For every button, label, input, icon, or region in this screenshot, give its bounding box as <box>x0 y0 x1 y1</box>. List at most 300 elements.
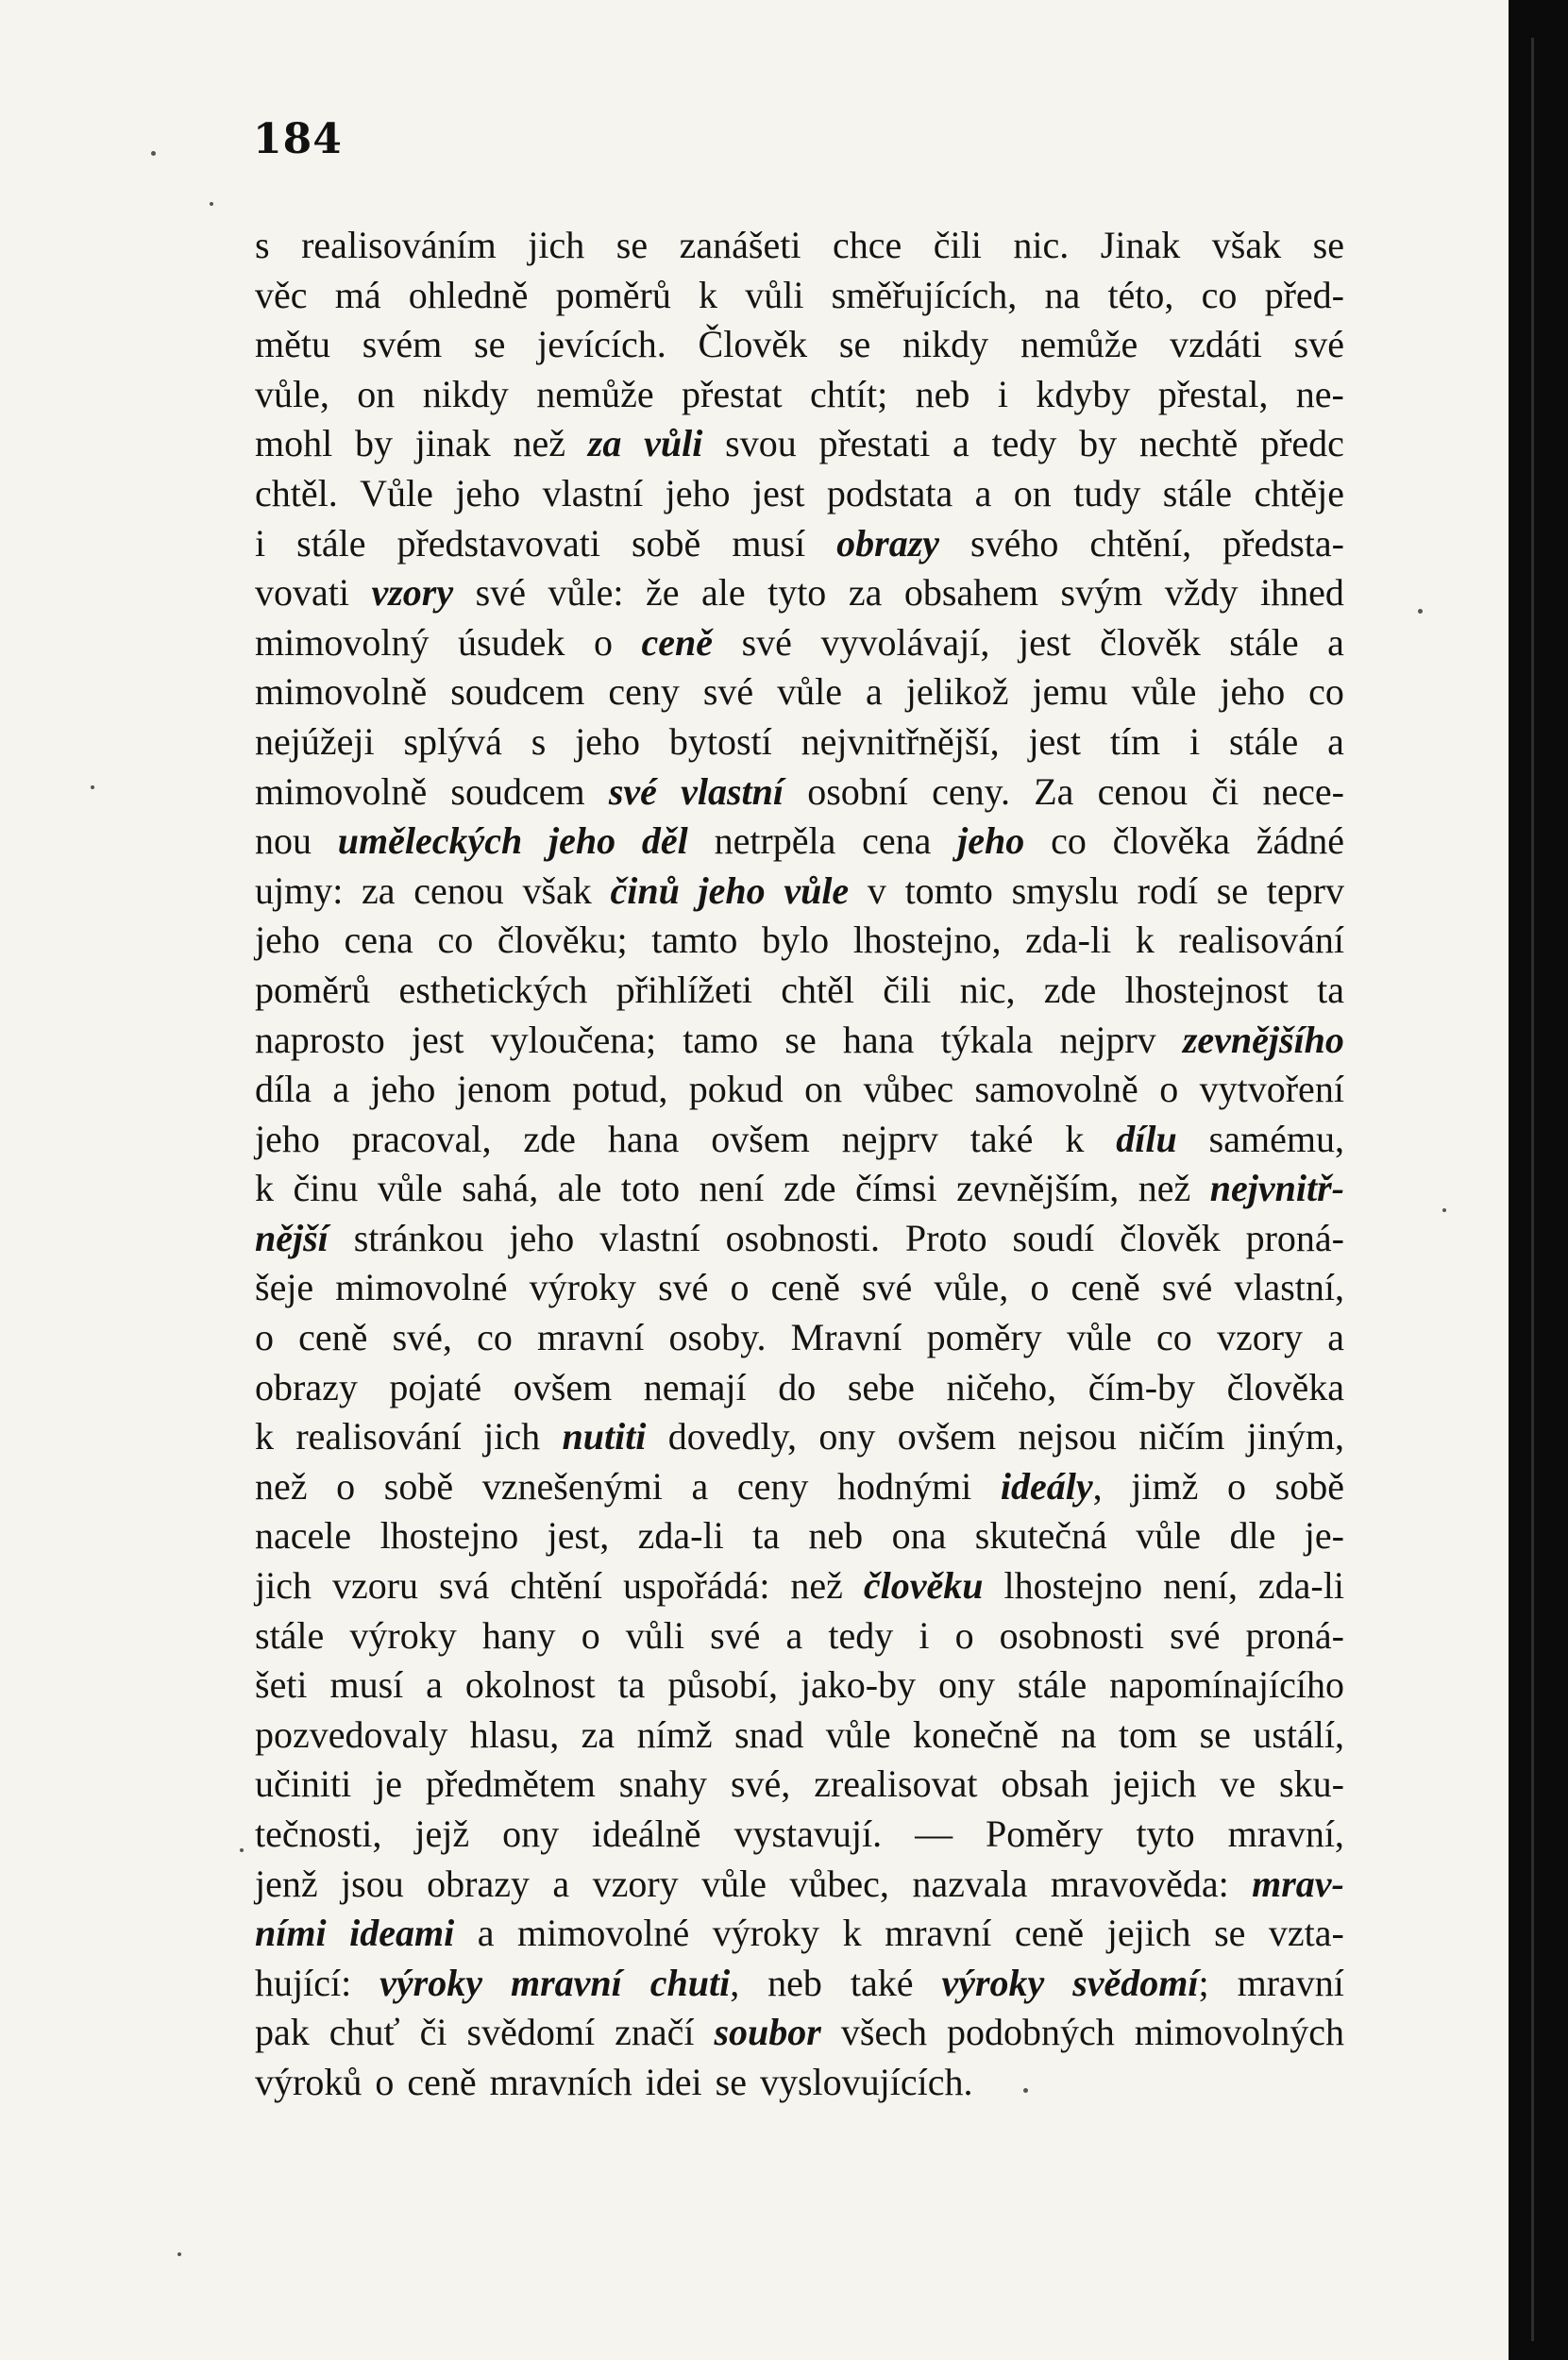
word: nemají <box>643 1365 747 1408</box>
word: k <box>699 273 718 316</box>
word: hující: <box>255 1961 352 2004</box>
word: o <box>1227 1464 1247 1508</box>
word: ceně <box>1014 1912 1085 1955</box>
text-line <box>255 1561 1344 1611</box>
word: že <box>645 571 680 615</box>
word: ceně <box>770 1266 840 1309</box>
word: vůle: <box>548 571 624 615</box>
word: mravních <box>489 2060 632 2103</box>
word: však <box>1211 224 1282 266</box>
word: své, <box>730 1762 791 1806</box>
word: o <box>1159 1068 1179 1111</box>
word: obrazy <box>427 1862 530 1905</box>
word: jest <box>1018 620 1071 664</box>
scan-speck <box>210 202 213 206</box>
word: mimovolně <box>255 670 428 714</box>
word: tom <box>1118 1712 1178 1756</box>
word: jemu <box>1032 670 1108 714</box>
word: vyslovujících. <box>759 2060 973 2103</box>
word: pokud <box>688 1068 784 1111</box>
word: ona <box>891 1514 947 1558</box>
word: Poměry <box>986 1812 1104 1855</box>
word: bylo <box>762 919 830 962</box>
word: vůle, <box>255 372 329 415</box>
word: představovati <box>396 521 600 565</box>
word: chtít; <box>810 372 888 415</box>
next-page-edge <box>1531 38 1534 2341</box>
word: čili <box>883 968 932 1011</box>
word: tyto <box>767 571 827 615</box>
word: o <box>375 2060 395 2103</box>
word: stránkou <box>353 1216 484 1259</box>
word: se <box>1199 1712 1231 1756</box>
word: o <box>581 1613 600 1657</box>
text-line <box>255 767 1344 818</box>
word: neb <box>915 372 970 415</box>
word: nejprv <box>1059 1018 1156 1061</box>
word: a <box>332 1068 350 1111</box>
word: vůli <box>745 273 804 316</box>
word: s <box>255 224 270 266</box>
text-line <box>255 469 1344 519</box>
word: proná- <box>1245 1216 1344 1259</box>
word: vovati <box>255 571 349 615</box>
word: své <box>475 571 526 615</box>
word: o <box>593 620 613 664</box>
word: dovedly, <box>667 1415 798 1458</box>
word: hany <box>481 1613 556 1657</box>
word: se <box>838 323 871 366</box>
word: pozvedovaly <box>255 1712 448 1756</box>
word: realisováním <box>301 224 497 266</box>
word: Vůle <box>360 471 433 514</box>
word: a <box>1327 620 1344 664</box>
word: esthetických <box>398 968 588 1011</box>
word: bytostí <box>668 719 772 763</box>
scan-speck <box>151 151 156 156</box>
scan-speck <box>1023 2088 1028 2093</box>
word: činů <box>610 868 680 912</box>
word: neb <box>767 1961 822 2004</box>
word: člověka <box>1226 1365 1344 1408</box>
word: také <box>850 1961 914 2004</box>
word: do <box>778 1365 817 1408</box>
word: jest, <box>547 1514 610 1558</box>
word: za <box>362 868 396 912</box>
word: ceny <box>736 1464 809 1508</box>
word: mimovolné <box>335 1266 508 1309</box>
word: vůle <box>1131 670 1197 714</box>
word: výroků <box>255 2060 362 2103</box>
word: sobě <box>383 1464 454 1508</box>
word: sahá, <box>462 1167 539 1210</box>
text-line <box>255 618 1344 668</box>
word: vzoru <box>331 1564 419 1608</box>
word: a <box>974 471 992 514</box>
word: nutiti <box>562 1415 647 1458</box>
word: mohl <box>255 422 333 465</box>
word: čímsi <box>854 1167 937 1210</box>
word: osobnosti <box>999 1613 1145 1657</box>
word: on <box>804 1068 843 1111</box>
word: ta <box>752 1514 780 1558</box>
word: tamo <box>683 1018 759 1061</box>
word: stále <box>296 521 366 565</box>
text-line <box>255 370 1344 420</box>
word: nacele <box>255 1514 352 1558</box>
word: i <box>255 521 266 565</box>
word: a <box>1327 719 1344 763</box>
word: hana <box>842 1018 915 1061</box>
word: mravní <box>1237 1961 1344 2004</box>
word: sobě <box>1274 1464 1344 1508</box>
word: ničím <box>1138 1415 1225 1458</box>
word: co <box>1201 273 1238 316</box>
word: a <box>952 422 969 465</box>
word: přihlížeti <box>615 968 753 1011</box>
word: a <box>785 1613 803 1657</box>
word: se <box>474 323 506 366</box>
word: hana <box>607 1117 680 1160</box>
word: soudcem <box>450 670 585 714</box>
word: jest <box>411 1018 464 1061</box>
word: mravní <box>537 1316 645 1359</box>
word: jest <box>751 471 805 514</box>
word: výroky <box>529 1266 636 1309</box>
word: kdyby <box>1036 372 1131 415</box>
word: úsudek <box>458 620 565 664</box>
word: všech <box>840 2011 927 2054</box>
word: nazvala <box>912 1862 1028 1905</box>
word: lhostejno, <box>852 919 1002 962</box>
word: ovšem <box>711 1117 810 1160</box>
word: či <box>1211 769 1239 813</box>
word: činu <box>293 1167 359 1210</box>
word: toto <box>620 1167 681 1210</box>
word: jako-by <box>800 1663 917 1707</box>
scan-speck <box>1442 1208 1446 1212</box>
word: člověku; <box>497 919 628 962</box>
word: samému, <box>1208 1117 1344 1160</box>
text-line <box>255 1065 1344 1115</box>
body-text <box>255 221 1344 2108</box>
word: ne- <box>1295 372 1344 415</box>
text-line <box>255 1462 1344 1512</box>
word: vznešenými <box>481 1464 663 1508</box>
word: přestal, <box>1157 372 1269 415</box>
word: ničeho, <box>946 1365 1057 1408</box>
word: tečnosti, <box>255 1812 382 1855</box>
text-line <box>255 568 1344 618</box>
word: jeho <box>548 819 616 863</box>
word: nou <box>255 819 312 863</box>
word: svým <box>1060 571 1143 615</box>
word: osobnosti. <box>725 1216 881 1259</box>
word: vlastní <box>681 769 784 813</box>
word: tyto <box>1136 1812 1195 1855</box>
word: směřujících, <box>831 273 1018 316</box>
page-number: 184 <box>253 115 343 163</box>
word: své <box>741 620 792 664</box>
word: výroky <box>712 1912 820 1955</box>
word: vyloučena; <box>490 1018 657 1061</box>
word: jiným, <box>1246 1415 1344 1458</box>
word: výroky <box>379 1961 482 2004</box>
word: před- <box>1264 273 1344 316</box>
word: o <box>730 1266 750 1309</box>
word: o <box>255 1316 274 1359</box>
word: zevnějším, <box>956 1167 1120 1210</box>
scan-gutter <box>1509 0 1568 2360</box>
text-line <box>255 1412 1344 1462</box>
word: své <box>608 769 657 813</box>
word: k <box>842 1912 862 1955</box>
word: své <box>702 670 754 714</box>
word: Jinak <box>1100 224 1181 266</box>
word: co <box>1308 670 1344 714</box>
word: je <box>375 1762 402 1806</box>
word: jejich <box>1112 1762 1197 1806</box>
word: se <box>1214 1912 1246 1955</box>
word: člověku <box>863 1564 984 1608</box>
word: a <box>426 1663 443 1707</box>
word: stále <box>1228 719 1299 763</box>
word: zda-li <box>1025 919 1112 962</box>
word: vzory <box>592 1862 679 1905</box>
text-line <box>255 1214 1344 1264</box>
word: vlastní <box>542 471 644 514</box>
word: osoby. <box>668 1316 767 1359</box>
word: Za <box>1034 769 1074 813</box>
word: dílu <box>1116 1117 1177 1160</box>
word: vůle <box>777 670 842 714</box>
word: jeho <box>255 1117 320 1160</box>
word: předmětem <box>425 1762 596 1806</box>
word: o <box>1030 1266 1050 1309</box>
word: zrealisovat <box>814 1762 978 1806</box>
word: jelikož <box>905 670 1009 714</box>
word: nic, <box>959 968 1016 1011</box>
text-line <box>255 519 1344 569</box>
word: předsta- <box>1222 521 1344 565</box>
scan-speck <box>91 785 94 789</box>
word: pak <box>255 2011 310 2054</box>
word: chuti, <box>649 1961 740 2004</box>
word: než <box>513 422 566 465</box>
word: co <box>437 919 474 962</box>
word: stále <box>255 1613 325 1657</box>
word: svém <box>362 323 443 366</box>
text-line <box>255 2058 1344 2108</box>
word: k <box>1065 1117 1085 1160</box>
word: se <box>715 2060 747 2103</box>
word: jeho <box>255 919 320 962</box>
word: chtění <box>510 1564 602 1608</box>
word: sku- <box>1279 1762 1344 1806</box>
word: ideály, <box>1000 1464 1103 1508</box>
text-line <box>255 1660 1344 1711</box>
text-line <box>255 320 1344 370</box>
word: okolnost <box>464 1663 596 1707</box>
text-line <box>255 1810 1344 1860</box>
word: na <box>1060 1712 1097 1756</box>
word: i <box>919 1613 930 1657</box>
word: stále <box>1162 471 1233 514</box>
word: poměry <box>926 1316 1042 1359</box>
word: šeti <box>255 1663 308 1707</box>
word: osobní <box>807 769 908 813</box>
word: snahy <box>618 1762 708 1806</box>
word: ceny <box>608 670 680 714</box>
word: a <box>552 1862 570 1905</box>
word: napomínajícího <box>1109 1663 1344 1707</box>
word: má <box>334 273 381 316</box>
word: lhostejno <box>379 1514 519 1558</box>
word: nejvnitř- <box>1209 1167 1344 1210</box>
word: idei <box>645 2060 702 2103</box>
word: Proto <box>904 1216 987 1259</box>
word: ními <box>255 1912 327 1955</box>
word: vzdáti <box>1170 323 1262 366</box>
scan-speck <box>240 1848 244 1852</box>
text-line <box>255 717 1344 767</box>
word: svědomí; <box>1072 1961 1209 2004</box>
word: nic. <box>1013 224 1070 266</box>
text-line <box>255 1164 1344 1214</box>
word: proná- <box>1245 1613 1344 1657</box>
word: pojaté <box>389 1365 482 1408</box>
word: jimž <box>1131 1464 1199 1508</box>
word: chce <box>832 224 902 266</box>
text-line <box>255 966 1344 1016</box>
word: nejprv <box>841 1117 938 1160</box>
text-line <box>255 1313 1344 1363</box>
word: soudí <box>1012 1216 1095 1259</box>
word: své <box>1161 1266 1213 1309</box>
word: jeho <box>509 1216 575 1259</box>
word: mimovolně <box>255 769 428 813</box>
word: jest <box>1028 719 1081 763</box>
word: vlastní <box>599 1216 700 1259</box>
word: ta <box>1317 968 1344 1011</box>
word: jenž <box>255 1862 318 1905</box>
word: o <box>954 1613 974 1657</box>
word: ideami <box>349 1912 455 1955</box>
word: vůbec, <box>789 1862 889 1905</box>
word: musí <box>732 521 806 565</box>
word: on <box>1013 471 1052 514</box>
word: jenom <box>456 1068 551 1111</box>
word: obrazy <box>836 521 940 565</box>
word: splývá <box>403 719 502 763</box>
word: ony <box>938 1663 995 1707</box>
word: jich <box>528 224 585 266</box>
word: vůle <box>825 1712 891 1756</box>
word: přestati <box>818 422 931 465</box>
word: ceny. <box>932 769 1011 813</box>
word: a <box>477 1912 495 1955</box>
word: cena <box>862 819 932 863</box>
word: šeje <box>255 1266 314 1309</box>
word: zde <box>783 1167 836 1210</box>
word: se <box>1216 868 1249 912</box>
word: vzory <box>1216 1316 1304 1359</box>
text-line <box>255 1611 1344 1661</box>
word: za <box>848 571 883 615</box>
word: k <box>255 1415 274 1458</box>
text-line <box>255 271 1344 321</box>
word: jeho <box>370 1068 436 1111</box>
word: věc <box>255 273 308 316</box>
word: musí <box>329 1663 404 1707</box>
word: uspořádá: <box>622 1564 770 1608</box>
word: ale <box>700 571 746 615</box>
word: jeho <box>698 868 766 912</box>
word: chuť <box>329 2011 400 2054</box>
text-line <box>255 1363 1344 1413</box>
text-line <box>255 1959 1344 2009</box>
text-line <box>255 1909 1344 1959</box>
word: jeho <box>1220 670 1286 714</box>
word: nikdy <box>902 323 989 366</box>
text-line <box>255 817 1344 867</box>
word: ale <box>557 1167 602 1210</box>
word: není, <box>1163 1564 1238 1608</box>
text-line <box>255 1511 1344 1561</box>
word: zde <box>1043 968 1097 1011</box>
word: či <box>419 2011 447 2054</box>
word: konečně <box>913 1712 1039 1756</box>
word: ovšem <box>897 1415 997 1458</box>
word: nější <box>255 1216 329 1259</box>
word: vzta- <box>1268 1912 1344 1955</box>
word: Mravní <box>790 1316 902 1359</box>
word: mravní <box>885 1912 992 1955</box>
word: nemůže <box>536 372 654 415</box>
word: podstata <box>826 471 953 514</box>
word: jeho <box>957 819 1025 863</box>
word: co <box>477 1316 513 1359</box>
word: mravověda: <box>1050 1862 1229 1905</box>
word: i <box>997 372 1008 415</box>
word: tomto <box>904 868 993 912</box>
word: k <box>1135 919 1155 962</box>
word: ujmy: <box>255 868 344 912</box>
word: chtěl. <box>255 471 338 514</box>
word: netrpěla <box>714 819 836 863</box>
word: i <box>1189 719 1201 763</box>
word: on <box>357 372 396 415</box>
word: však <box>522 868 592 912</box>
word: díla <box>255 1068 312 1111</box>
word: než <box>1138 1167 1191 1210</box>
word: neb <box>808 1514 864 1558</box>
word: své <box>710 1613 761 1657</box>
word: zanášeti <box>679 224 801 266</box>
word: svého <box>970 521 1059 565</box>
word: teprv <box>1266 868 1344 912</box>
word: — <box>915 1812 953 1855</box>
word: ta <box>617 1663 646 1707</box>
word: tamto <box>651 919 738 962</box>
word: realisování <box>1178 919 1344 962</box>
word: sebe <box>847 1365 915 1408</box>
word: realisování <box>295 1415 462 1458</box>
word: vlastní, <box>1234 1266 1344 1309</box>
word: cena <box>344 919 413 962</box>
word: ihned <box>1259 571 1344 615</box>
word: nechtě <box>1138 422 1239 465</box>
